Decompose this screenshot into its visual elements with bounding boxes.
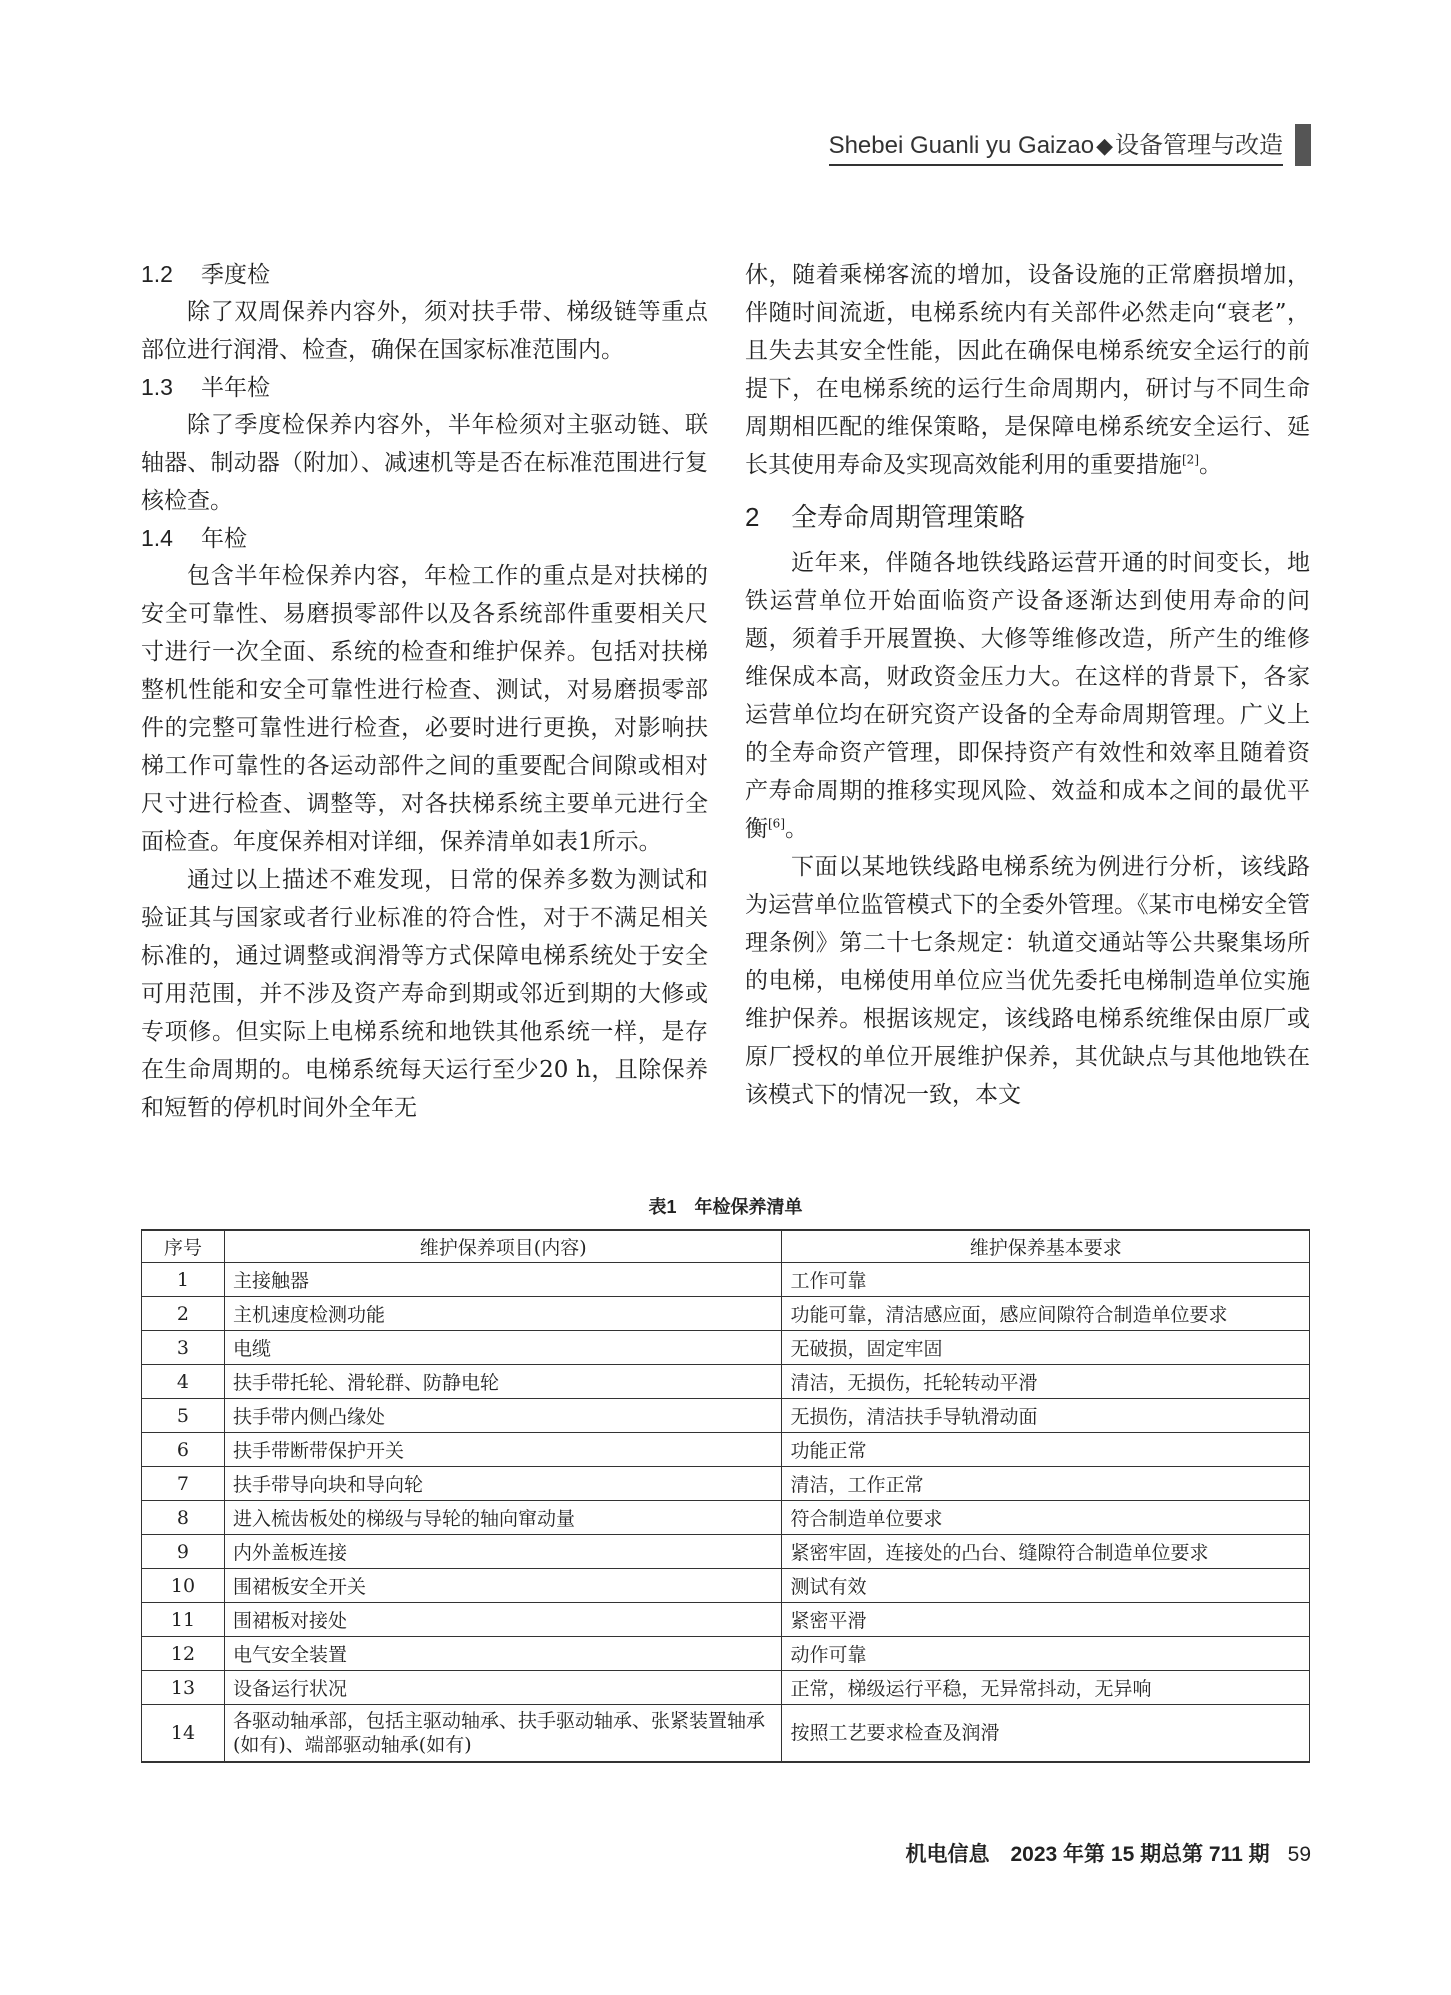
table-cell: 12 (142, 1637, 225, 1671)
table-cell: 11 (142, 1603, 225, 1637)
section-title: 季度检 (201, 261, 270, 287)
paragraph: 除了双周保养内容外，须对扶手带、梯级链等重点部位进行润滑、检查，确保在国家标准范围内。 (141, 299, 708, 363)
paragraph (745, 256, 1310, 484)
table-cell: 紧密牢固，连接处的凸台、缝隙符合制造单位要求 (782, 1535, 1310, 1569)
column-header: 序号 (142, 1230, 225, 1263)
table-cell: 测试有效 (782, 1569, 1310, 1603)
journal-info: 机电信息 2023 年第 15 期总第 711 期 (905, 1843, 1270, 1866)
table-cell: 清洁，无损伤，托轮转动平滑 (782, 1365, 1310, 1399)
table-cell: 9 (142, 1535, 225, 1569)
section-heading-1-4 (141, 520, 708, 557)
table-cell: 电气安全装置 (224, 1637, 782, 1671)
table-row (142, 1671, 1310, 1705)
table-cell: 14 (142, 1705, 225, 1763)
section-title: 年检 (201, 525, 247, 551)
table-row (142, 1535, 1310, 1569)
paragraph (745, 544, 1310, 848)
table-row (142, 1501, 1310, 1535)
header-column-name: 设备管理与改造 (1115, 131, 1283, 159)
table-cell: 无破损，固定牢固 (782, 1331, 1310, 1365)
column-header: 维护保养项目(内容) (224, 1230, 782, 1263)
table-cell: 紧密平滑 (782, 1603, 1310, 1637)
table-cell: 符合制造单位要求 (782, 1501, 1310, 1535)
page-footer (906, 1838, 1312, 1868)
table-cell: 清洁，工作正常 (782, 1467, 1310, 1501)
section-title: 全寿命周期管理策略 (791, 502, 1026, 532)
table-row (142, 1263, 1310, 1297)
paragraph: 除了季度检保养内容外，半年检须对主驱动链、联轴器、制动器（附加）、减速机等是否在标准范围进行复核检查。 (141, 412, 708, 514)
column-header: 维护保养基本要求 (782, 1230, 1310, 1263)
table-row (142, 1297, 1310, 1331)
header-bar (1295, 124, 1311, 166)
citation: [2] (1182, 452, 1199, 467)
table-row (142, 1637, 1310, 1671)
table-cell: 按照工艺要求检查及润滑 (782, 1705, 1310, 1763)
table-row (142, 1467, 1310, 1501)
paragraph-end: 。 (785, 816, 808, 842)
section-number: 1.4 (141, 525, 173, 551)
right-column (745, 256, 1310, 1114)
table-cell: 5 (142, 1399, 225, 1433)
paragraph-end: 。 (1199, 452, 1222, 478)
table-caption: 表1 年检保养清单 (648, 1197, 803, 1217)
table-cell: 10 (142, 1569, 225, 1603)
table-cell: 围裙板安全开关 (224, 1569, 782, 1603)
table-row (142, 1399, 1310, 1433)
maintenance-table (141, 1229, 1310, 1763)
section-heading-1-2 (141, 256, 708, 293)
section-heading-1-3 (141, 369, 708, 406)
table-cell: 功能正常 (782, 1433, 1310, 1467)
table-cell: 各驱动轴承部，包括主驱动轴承、扶手驱动轴承、张紧装置轴承(如有)、端部驱动轴承(如有) (224, 1705, 782, 1763)
left-column (141, 256, 708, 1127)
table-row (142, 1569, 1310, 1603)
table-cell: 1 (142, 1263, 225, 1297)
paragraph: 包含半年检保养内容，年检工作的重点是对扶梯的安全可靠性、易磨损零部件以及各系统部件重要相关尺寸进行一次全面、系统的检查和维护保养。包括对扶梯整机性能和安全可靠性进行检查、测试，对易磨损零部件的完整可靠性进行检查，必要时进行更换，对影响扶梯工作可靠性的各运动部件之间的重要配合间隙或相对尺寸进行检查、调整等，对各扶梯系统主要单元进行全面检查。年度保养相对详细，保养清单如表1所示。 (141, 563, 708, 855)
table-cell: 动作可靠 (782, 1637, 1310, 1671)
table-row (142, 1603, 1310, 1637)
section-title: 半年检 (201, 374, 270, 400)
section-number: 2 (745, 502, 760, 532)
table-cell: 主机速度检测功能 (224, 1297, 782, 1331)
table-cell: 2 (142, 1297, 225, 1331)
table-cell: 7 (142, 1467, 225, 1501)
table-cell: 扶手带托轮、滑轮群、防静电轮 (224, 1365, 782, 1399)
running-header (829, 124, 1311, 172)
paragraph: 下面以某地铁线路电梯系统为例进行分析，该线路为运营单位监管模式下的全委外管理。《某市电梯安全管理条例》第二十七条规定：轨道交通站等公共聚集场所的电梯，电梯使用单位应当优先委托电梯制造单位实施维护保养。根据该规定，该线路电梯系统维保由原厂或原厂授权的单位开展维护保养，其优缺点与其他地铁在该模式下的情况一致，本文 (745, 854, 1310, 1108)
table-row (142, 1331, 1310, 1365)
table-cell: 进入梳齿板处的梯级与导轮的轴向窜动量 (224, 1501, 782, 1535)
table-cell: 工作可靠 (782, 1263, 1310, 1297)
table-row (142, 1433, 1310, 1467)
table-cell: 13 (142, 1671, 225, 1705)
table-cell: 扶手带导向块和导向轮 (224, 1467, 782, 1501)
paragraph-text: 休，随着乘梯客流的增加，设备设施的正常磨损增加，伴随时间流逝，电梯系统内有关部件必然走向“衰老”，且失去其安全性能，因此在确保电梯系统安全运行的前提下，在电梯系统的运行生命周期内，研讨与不同生命周期相匹配的维保策略，是保障电梯系统安全运行、延长其使用寿命及实现高效能利用的重要措施 (745, 262, 1310, 478)
table-cell: 扶手带断带保护开关 (224, 1433, 782, 1467)
table-cell: 扶手带内侧凸缘处 (224, 1399, 782, 1433)
table-cell: 内外盖板连接 (224, 1535, 782, 1569)
table-cell: 6 (142, 1433, 225, 1467)
diamond-icon: ◆ (1096, 132, 1113, 158)
table-cell: 主接触器 (224, 1263, 782, 1297)
page-number: 59 (1287, 1843, 1311, 1866)
table-cell: 围裙板对接处 (224, 1603, 782, 1637)
table-cell: 电缆 (224, 1331, 782, 1365)
paragraph: 通过以上描述不难发现，日常的保养多数为测试和验证其与国家或者行业标准的符合性，对于不满足相关标准的，通过调整或润滑等方式保障电梯系统处于安全可用范围，并不涉及资产寿命到期或邻近到期的大修或专项修。但实际上电梯系统和地铁其他系统一样，是存在生命周期的。电梯系统每天运行至少20 h，且除保养和短暂的停机时间外全年无 (141, 867, 708, 1121)
section-heading-2 (745, 490, 1310, 544)
table-cell: 功能可靠，清洁感应面，感应间隙符合制造单位要求 (782, 1297, 1310, 1331)
header-pinyin: Shebei Guanli yu Gaizao (828, 131, 1095, 159)
section-number: 1.3 (141, 374, 173, 400)
table-header-row (142, 1230, 1310, 1263)
table-cell: 无损伤，清洁扶手导轨滑动面 (782, 1399, 1310, 1433)
table-cell: 4 (142, 1365, 225, 1399)
paragraph-text: 近年来，伴随各地铁线路运营开通的时间变长，地铁运营单位开始面临资产设备逐渐达到使用寿命的问题，须着手开展置换、大修等维修改造，所产生的维修维保成本高，财政资金压力大。在这样的背景下，各家运营单位均在研究资产设备的全寿命周期管理。广义上的全寿命资产管理，即保持资产有效性和效率且随着资产寿命周期的推移实现风险、效益和成本之间的最优平衡 (745, 550, 1310, 842)
citation: [6] (768, 816, 785, 831)
table-cell: 正常，梯级运行平稳，无异常抖动，无异响 (782, 1671, 1310, 1705)
section-number: 1.2 (141, 261, 173, 287)
table-row (142, 1705, 1310, 1763)
table-cell: 3 (142, 1331, 225, 1365)
table-row (142, 1365, 1310, 1399)
table-cell: 设备运行状况 (224, 1671, 782, 1705)
table-cell: 8 (142, 1501, 225, 1535)
